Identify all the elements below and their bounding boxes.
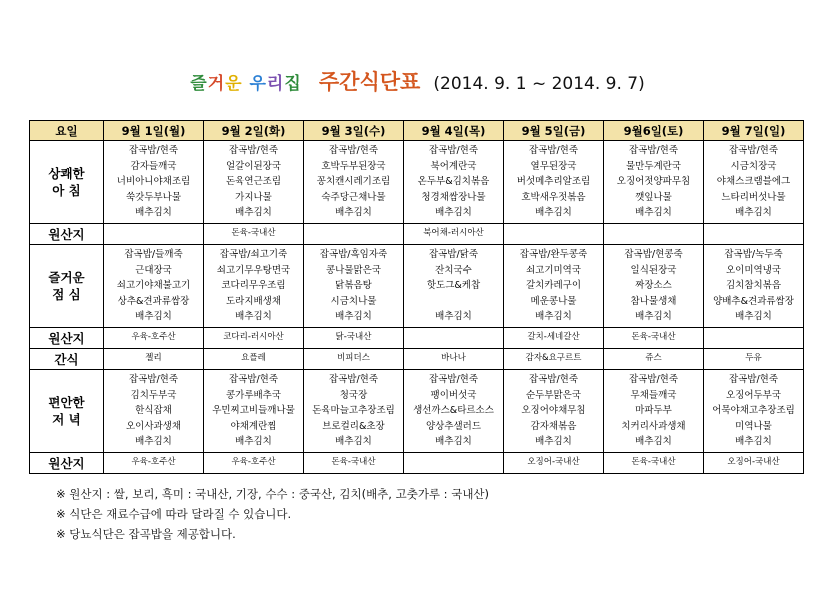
menu-item: 배추김치 [435,436,472,448]
menu-item: 배추김치 [135,207,172,219]
note-line: ※ 당뇨식단은 잡곡밥을 제공합니다. [56,527,236,541]
menu-item: 잡곡밥/현죽 [528,374,579,386]
info-cell [604,224,704,245]
menu-item: 열무된장국 [530,160,577,172]
menu-cell [204,245,304,328]
menu-cell [104,141,204,224]
menu-item: 잡곡밥/현죽 [228,374,279,386]
menu-item: 잡곡밥/쇠고기죽 [219,249,288,261]
menu-item: 배추김치 [735,311,772,323]
info-cell: 닭-국내산 [304,328,404,349]
menu-item: 닭볶음탕 [335,280,372,292]
menu-item: 온두부&김치볶음 [417,176,490,188]
menu-item: 김치참치볶음 [725,280,782,292]
menu-item: 깻잎나물 [635,191,672,203]
menu-item: 호박두부된장국 [321,160,386,172]
menu-item: 느타리버섯나물 [721,191,786,203]
info-cell [304,224,404,245]
main-title: 주간식단표 [318,70,421,94]
menu-item: 배추김치 [335,207,372,219]
info-cell [704,224,804,245]
menu-item: 오징어야채무침 [521,405,586,417]
menu-item: 잡곡밥/녹두죽 [724,249,783,261]
menu-item: 배추김치 [535,207,572,219]
info-cell: 요플레 [204,349,304,370]
info-row [30,328,804,349]
menu-item: 코다리무우조림 [221,280,286,292]
menu-item: 잡곡밥/흑임자죽 [319,249,388,261]
menu-item: 생선까스&타르소스 [413,405,494,417]
menu-item: 한식잡채 [135,405,172,417]
menu-item: 가지나물 [235,191,272,203]
menu-item: 배추김치 [235,311,272,323]
meal-row [30,141,804,224]
brand-char: 거 [207,74,226,94]
menu-cell [504,370,604,453]
info-cell: 코다리-러시아산 [204,328,304,349]
row-label-line: 상쾌한 [48,166,85,181]
menu-item: 갈치카레구이 [525,280,582,292]
menu-item: 오이미역냉국 [725,264,782,276]
menu-cell [604,245,704,328]
menu-item: 오이사과생채 [125,420,182,432]
day-header: 9월 7일(일) [704,121,804,141]
info-cell: 비피더스 [304,349,404,370]
menu-item: 잡곡밥/현죽 [628,374,679,386]
menu-item: 잡곡밥/현죽 [728,145,779,157]
menu-item: 야채스크램블에그 [716,176,791,188]
menu-item: 야채계란찜 [230,420,277,432]
menu-item: 숙주당근채나물 [321,191,386,203]
info-cell: 우육-호주산 [104,328,204,349]
menu-item: 잡곡밥/현죽 [128,145,179,157]
row-label-line: 점 심 [52,287,81,302]
menu-item: 양상추샐러드 [425,420,482,432]
menu-cell [204,370,304,453]
brand-name [190,74,302,94]
menu-item: 얼갈이된장국 [225,160,282,172]
menu-item: 쇠고기미역국 [525,264,582,276]
menu-cell [104,245,204,328]
menu-item: 잡곡밥/현죽 [728,374,779,386]
menu-item: 도라지배생채 [225,295,282,307]
row-label: 원산지 [30,328,104,349]
menu-item: 순두부맑은국 [525,389,582,401]
menu-item: 참나물생채 [630,295,677,307]
brand-char: 집 [284,74,302,94]
menu-item: 미역나물 [735,420,772,432]
menu-item: 버섯메추리알조림 [516,176,591,188]
info-cell: 오징어-국내산 [504,453,604,474]
info-cell: 돈육-국내산 [204,224,304,245]
info-cell: 우육-호주산 [104,453,204,474]
menu-cell [504,141,604,224]
menu-item: 배추김치 [535,436,572,448]
day-header: 9월 2일(화) [204,121,304,141]
menu-item: 콩가루배추국 [225,389,282,401]
menu-item: 잔치국수 [435,264,472,276]
menu-item: 잡곡밥/현죽 [528,145,579,157]
row-label [30,245,104,328]
menu-item: 콩나물맑은국 [325,264,382,276]
menu-cell [404,370,504,453]
menu-item: 배추김치 [235,436,272,448]
note-line: ※ 원산지 : 쌀, 보리, 흑미 : 국내산, 기장, 수수 : 중국산, 김치(배추, 고춧가루 : 국내산) [56,487,490,501]
menu-item: 치커리사과생채 [621,420,686,432]
row-label [30,370,104,453]
menu-item: 꽁치캔시레기조림 [316,176,391,188]
menu-item: 감자채볶음 [530,420,577,432]
day-header-row [30,121,804,141]
menu-item: 배추김치 [735,207,772,219]
menu-item: 호박새우젓볶음 [521,191,586,203]
day-header: 9월6일(토) [604,121,704,141]
menu-item: 잡곡밥/현콩죽 [624,249,683,261]
menu-item: 잡곡밥/현죽 [228,145,279,157]
menu-item: 잡곡밥/현죽 [428,374,479,386]
menu-item: 잡곡밥/들깨죽 [124,249,183,261]
menu-item: 배추김치 [235,207,272,219]
menu-item: 양배추&견과류쌈장 [713,295,794,307]
menu-item: 팽이버섯국 [430,389,477,401]
info-row [30,453,804,474]
menu-item: 쇠고기야채불고기 [116,280,191,292]
menu-item: 배추김치 [135,436,172,448]
menu-item: 배추김치 [635,436,672,448]
page-title [0,66,835,96]
menu-item: 김치두부국 [130,389,177,401]
info-cell: 돈육-국내산 [304,453,404,474]
menu-cell [304,370,404,453]
menu-item: 짜장소스 [635,280,672,292]
menu-cell [404,141,504,224]
menu-item: 무채들깨국 [630,389,677,401]
day-header: 9월 5일(금) [504,121,604,141]
menu-item: 배추김치 [435,207,472,219]
menu-item: 배추김치 [335,311,372,323]
menu-cell [104,370,204,453]
info-cell [404,328,504,349]
menu-item: 잡곡밥/현죽 [328,145,379,157]
info-cell: 북어채-러시아산 [404,224,504,245]
weekly-menu-table [29,120,804,474]
brand-char: 운 [225,74,243,94]
info-cell [404,453,504,474]
info-cell [704,328,804,349]
menu-item: 쑥갓두부나물 [125,191,182,203]
row-label-line: 즐거운 [48,270,85,285]
brand-char: 우 [242,74,267,94]
info-cell: 돈육-국내산 [604,328,704,349]
menu-cell [704,245,804,328]
menu-item: 오징어젓양파무침 [616,176,691,188]
menu-item: 잡곡밥/현죽 [628,145,679,157]
info-cell: 젤리 [104,349,204,370]
info-row [30,224,804,245]
menu-item: 청국장 [339,389,368,401]
info-cell: 돈육-국내산 [604,453,704,474]
date-range: (2014. 9. 1 ~ 2014. 9. 7) [433,74,645,94]
meal-row [30,245,804,328]
menu-item: 북어계란국 [430,160,477,172]
menu-item: 우민찌고비들깨나물 [212,405,295,417]
day-header: 9월 1일(월) [104,121,204,141]
notes [56,484,489,544]
menu-item: 배추김치 [735,436,772,448]
menu-item: 브로컬리&초장 [322,420,385,432]
menu-item: 시금치장국 [730,160,777,172]
menu-cell [504,245,604,328]
row-label: 원산지 [30,224,104,245]
corner-header: 요일 [30,121,104,141]
menu-item: 배추김치 [135,311,172,323]
menu-cell [704,370,804,453]
row-label-line: 저 녁 [52,412,81,427]
info-cell: 바나나 [404,349,504,370]
day-header: 9월 3일(수) [304,121,404,141]
menu-item: 잡곡밥/현죽 [428,145,479,157]
info-cell [504,224,604,245]
menu-item: 잡곡밥/닭죽 [428,249,479,261]
menu-item: 일식된장국 [630,264,677,276]
info-cell: 우육-호주산 [204,453,304,474]
menu-cell [304,141,404,224]
menu-item: 핫도그&케찹 [426,280,481,292]
row-label-line: 아 침 [52,183,81,198]
info-cell: 오징어-국내산 [704,453,804,474]
info-row [30,349,804,370]
menu-item: 어묵야채고추장조림 [712,405,795,417]
menu-item: 잡곡밥/완두콩죽 [519,249,588,261]
note-line: ※ 식단은 재료수급에 따라 달라질 수 있습니다. [56,507,292,521]
row-label-line: 편안한 [48,395,85,410]
info-cell: 감자&요구르트 [504,349,604,370]
menu-item: 돈육마늘고추장조림 [312,405,395,417]
menu-item: 배추김치 [435,311,472,323]
brand-char: 즐 [190,74,208,94]
menu-item: 감자들깨국 [130,160,177,172]
brand-char: 리 [266,74,285,94]
menu-item: 시금치나물 [330,295,377,307]
menu-item: 근대장국 [135,264,172,276]
menu-item: 마파두부 [635,405,672,417]
menu-item [404,294,503,310]
menu-item: 물만두계란국 [625,160,682,172]
menu-cell [304,245,404,328]
menu-cell [604,141,704,224]
row-label: 원산지 [30,453,104,474]
info-cell: 쥬스 [604,349,704,370]
row-label [30,141,104,224]
menu-item: 잡곡밥/현죽 [128,374,179,386]
info-cell: 갈치-세네갈산 [504,328,604,349]
menu-cell [404,245,504,328]
menu-item: 배추김치 [635,207,672,219]
row-label: 간식 [30,349,104,370]
menu-item: 돈육연근조림 [225,176,282,188]
menu-cell [204,141,304,224]
menu-cell [704,141,804,224]
info-cell: 두유 [704,349,804,370]
day-header: 9월 4일(목) [404,121,504,141]
menu-item: 쇠고기무우탕면국 [216,264,291,276]
menu-item: 메운콩나물 [530,295,577,307]
meal-row [30,370,804,453]
menu-item: 배추김치 [535,311,572,323]
info-cell [104,224,204,245]
menu-item: 잡곡밥/현죽 [328,374,379,386]
menu-item: 배추김치 [635,311,672,323]
menu-item: 오징어두부국 [725,389,782,401]
menu-item: 청경채쌈장나물 [421,191,486,203]
menu-cell [604,370,704,453]
menu-item: 상추&견과류쌈장 [117,295,190,307]
menu-item: 너비아니야채조림 [116,176,191,188]
menu-item: 배추김치 [335,436,372,448]
